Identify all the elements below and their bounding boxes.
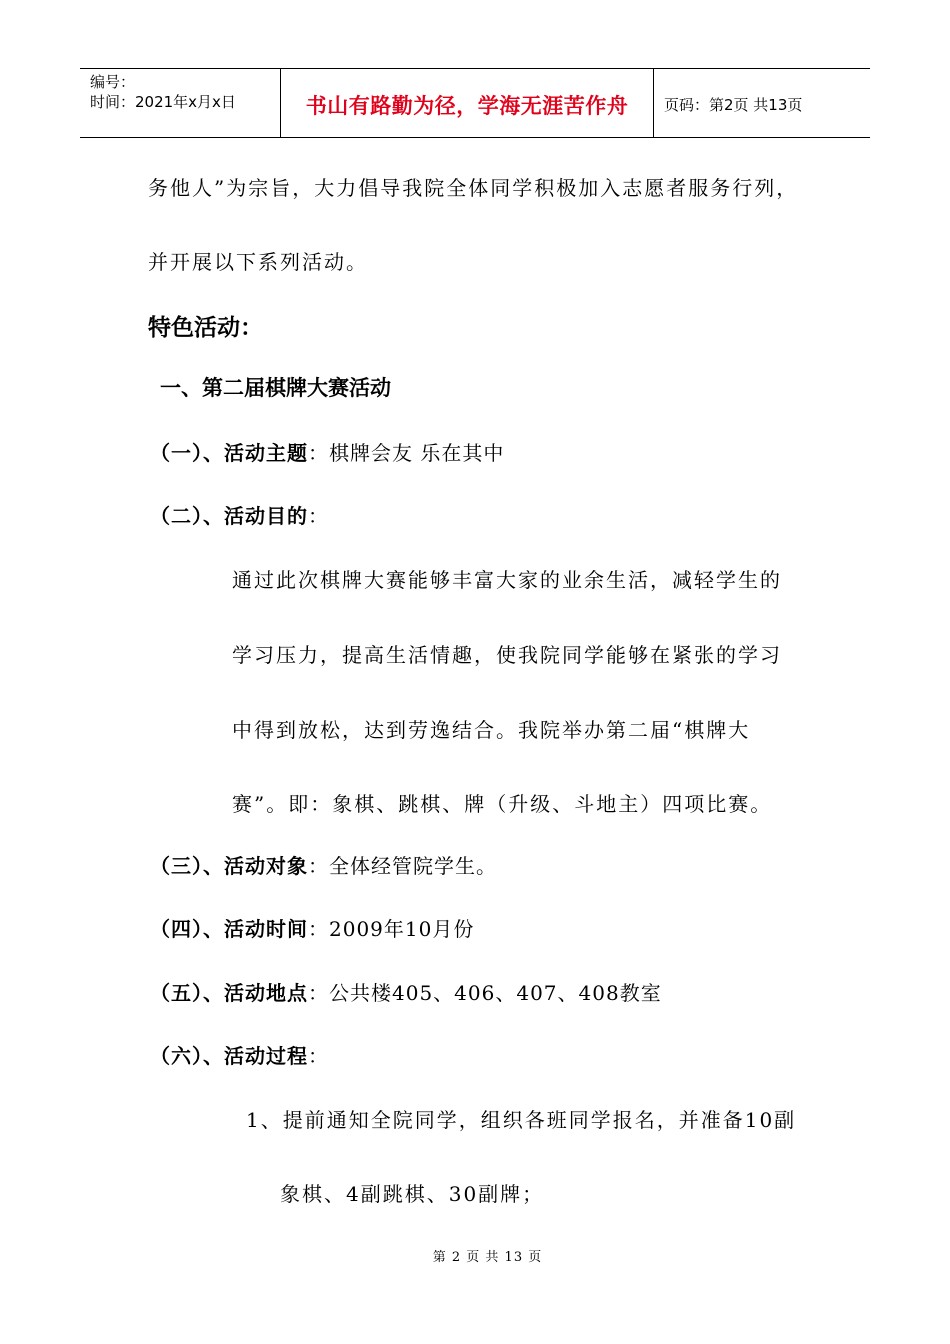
header-meta — [80, 69, 281, 137]
item-theme-label: （一）、活动主题 — [150, 441, 308, 465]
body-line-2: 并开展以下系列活动。 — [148, 250, 368, 274]
item-process-label: （六）、活动过程 — [150, 1044, 308, 1068]
item-purpose-value: ： — [308, 504, 329, 528]
item-theme — [150, 437, 504, 466]
number-label: 编号： — [90, 73, 136, 91]
item-time-value: ：2009年10月份 — [308, 917, 475, 941]
process-line-1: 1、提前通知全院同学，组织各班同学报名，并准备10副 — [246, 1108, 797, 1132]
item-location-label: （五）、活动地点 — [150, 981, 308, 1005]
process-line-2: 象棋、4副跳棋、30副牌； — [280, 1182, 545, 1206]
header-table — [80, 68, 870, 138]
section-title: 特色活动： — [148, 315, 263, 341]
item-audience-label: （三）、活动对象 — [150, 854, 308, 878]
item-theme-value: ：棋牌会友 乐在其中 — [308, 441, 505, 465]
purpose-line-1: 通过此次棋牌大赛能够丰富大家的业余生活，减轻学生的 — [232, 568, 782, 592]
item-time — [150, 913, 474, 942]
body-line-1: 务他人”为宗旨，大力倡导我院全体同学积极加入志愿者服务行列， — [148, 176, 799, 200]
purpose-line-2: 学习压力，提高生活情趣，使我院同学能够在紧张的学习 — [232, 643, 782, 667]
item-location — [150, 977, 662, 1006]
purpose-line-3: 中得到放松，达到劳逸结合。我院举办第二届“棋牌大 — [232, 718, 751, 742]
time-label: 时间：2021年x月x日 — [90, 93, 236, 111]
header-page-code: 页码：第2页 共13页 — [664, 95, 803, 114]
purpose-line-4: 赛”。即：象棋、跳棋、牌（升级、斗地主）四项比赛。 — [232, 792, 773, 816]
item-location-value: ：公共楼405、406、407、408教室 — [308, 981, 662, 1005]
item-process-value: ： — [308, 1044, 329, 1068]
event-title: 一、第二届棋牌大赛活动 — [160, 376, 391, 400]
item-audience-value: ：全体经管院学生。 — [308, 854, 497, 878]
item-time-label: （四）、活动时间 — [150, 917, 308, 941]
item-purpose-label: （二）、活动目的 — [150, 504, 308, 528]
item-purpose — [150, 500, 329, 529]
item-audience — [150, 850, 497, 879]
item-process — [150, 1040, 329, 1069]
header-motto: 书山有路勤为径，学海无涯苦作舟 — [281, 69, 654, 137]
page-footer: 第 2 页 共 13 页 — [432, 1250, 543, 1265]
